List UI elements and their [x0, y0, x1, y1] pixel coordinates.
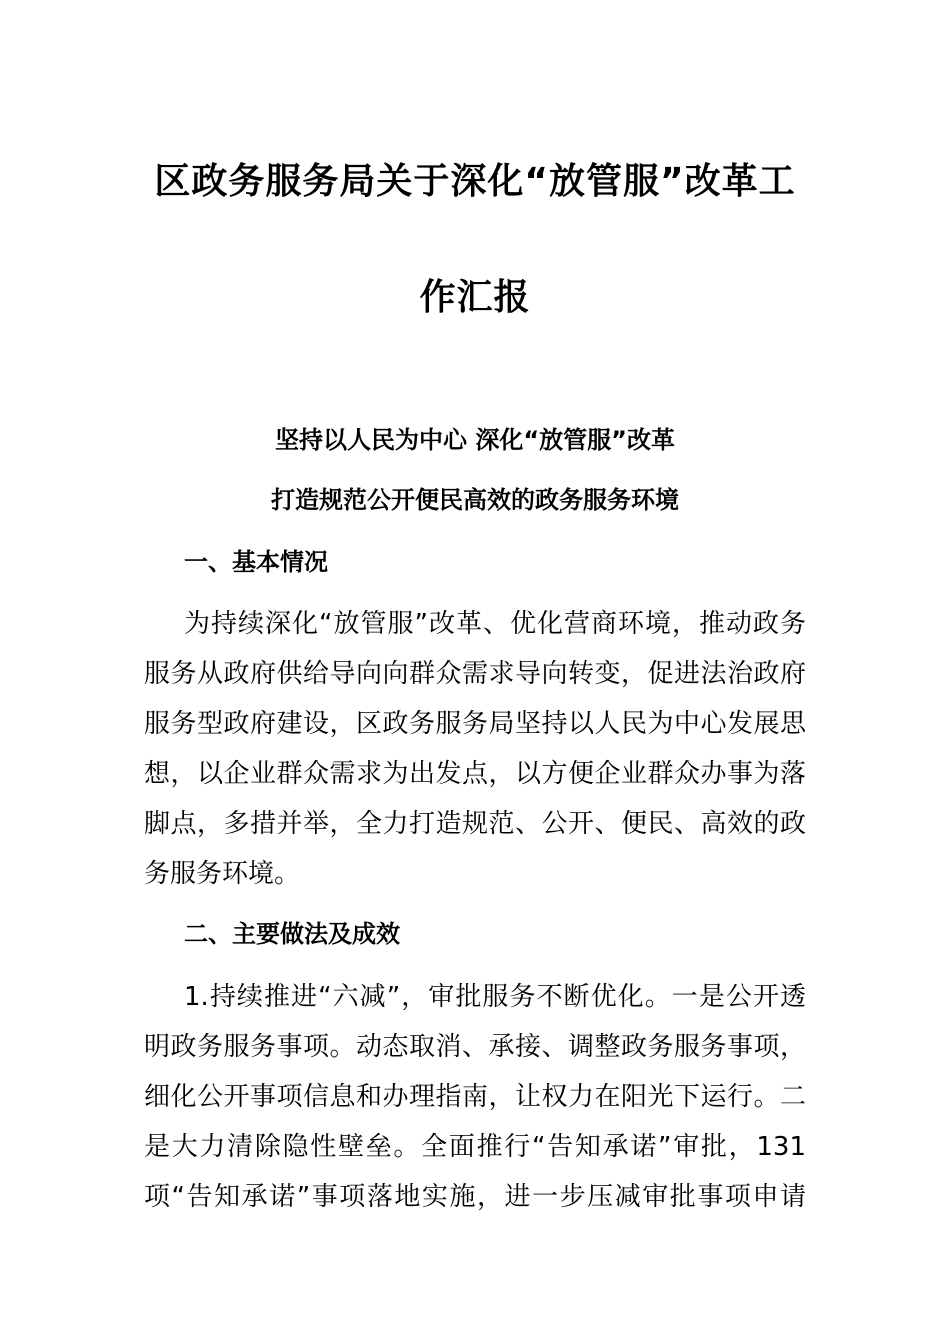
paragraph-line: 务服务环境。 [144, 859, 301, 889]
paragraph-line: 想，以企业群众需求为出发点，以方便企业群众办事为落 [144, 759, 806, 789]
section-2-heading: 二、主要做法及成效 [184, 920, 400, 948]
subtitle-line-1: 坚持以人民为中心 深化“放管服”改革 [275, 426, 675, 454]
paragraph-line: 是大力清除隐性壁垒。全面推行“告知承诺”审批，131 [144, 1132, 806, 1162]
paragraph-line: 细化公开事项信息和办理指南，让权力在阳光下运行。二 [144, 1082, 806, 1112]
subtitle-line-2: 打造规范公开便民高效的政务服务环境 [271, 486, 679, 514]
paragraph-line: 明政务服务事项。动态取消、承接、调整政务服务事项， [144, 1032, 806, 1062]
paragraph-line: 服务从政府供给导向向群众需求导向转变，促进法治政府 [144, 659, 806, 689]
paragraph-line: 1.持续推进“六减”，审批服务不断优化。一是公开透 [184, 982, 806, 1012]
paragraph-line: 为持续深化“放管服”改革、优化营商环境，推动政务 [184, 609, 806, 639]
paragraph-line: 脚点，多措并举，全力打造规范、公开、便民、高效的政 [144, 809, 806, 839]
paragraph-line: 项“告知承诺”事项落地实施，进一步压减审批事项申请 [144, 1182, 806, 1212]
section-1-heading: 一、基本情况 [184, 548, 328, 576]
document-title-line-1: 区政务服务局关于深化“放管服”改革工 [154, 161, 796, 202]
document-title-line-2: 作汇报 [419, 277, 531, 318]
paragraph-line: 服务型政府建设，区政务服务局坚持以人民为中心发展思 [144, 709, 806, 739]
